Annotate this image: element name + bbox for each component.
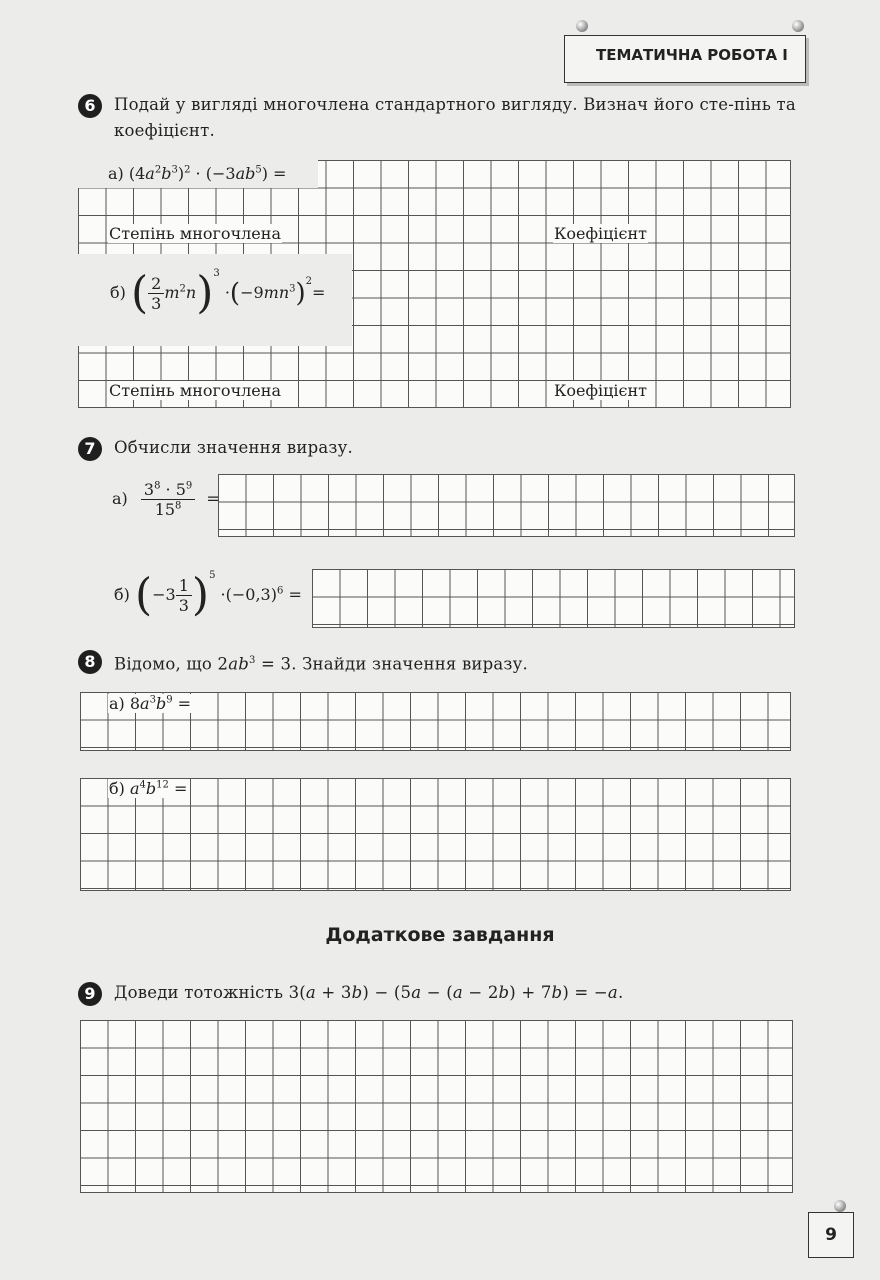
task-6a-expression: а) $(4a^2b^3)^2 \cdot (-3ab^5)$ = (108, 164, 287, 183)
task-8b-expression: б) $a^4b^{12}$ = (109, 779, 188, 798)
answer-grid-9[interactable] (80, 1020, 793, 1193)
page-title: ТЕМАТИЧНА РОБОТА I (596, 46, 788, 64)
answer-grid-7a[interactable] (218, 474, 795, 537)
task-6b-coefficient-label: Коефіцієнт (554, 381, 648, 400)
page-number: 9 (808, 1212, 854, 1258)
task-number-6: 6 (78, 94, 102, 118)
answer-grid-7b[interactable] (312, 569, 795, 628)
task-7a-expression: а) $\frac{3^8 \cdot 5^9}{15^8}$ = (112, 480, 220, 519)
pin-icon (792, 20, 804, 32)
task-9-text: Доведи тотожність 3(a + 3b) − (5a − (a − 2b) + 7b) = −a. (114, 983, 624, 1002)
task-8a-expression: а) $8a^3b^9$ = (109, 694, 192, 713)
task-6-text: Подай у вигляді многочлена стандартного вигляду. Визнач його сте-пінь та коефіцієнт. (114, 95, 796, 140)
pin-icon (576, 20, 588, 32)
task-number-8: 8 (78, 650, 102, 674)
task-7b-expression: б) (−3 $\frac{1}{3}$ )$^5 \cdot(-0,3)^6$ = (114, 569, 302, 621)
section-title: Додаткове завдання (325, 924, 555, 946)
pin-icon (834, 1200, 846, 1212)
task-6b-expression: б) ( $\frac{2}{3}$ $m^2n)^3 \cdot(-9mn^3)^2=$ (110, 267, 326, 319)
task-7-text: Обчисли значення виразу. (114, 438, 353, 457)
task-6a-coefficient-label: Коефіцієнт (554, 224, 648, 243)
task-6b-degree-label: Степінь многочлена (109, 381, 281, 400)
task-number-7: 7 (78, 437, 102, 461)
task-number-9: 9 (78, 982, 102, 1006)
task-8-text: Відомо, що $2ab^3 = 3$. Знайди значення виразу. (114, 654, 528, 674)
task-6a-degree-label: Степінь многочлена (109, 224, 281, 243)
